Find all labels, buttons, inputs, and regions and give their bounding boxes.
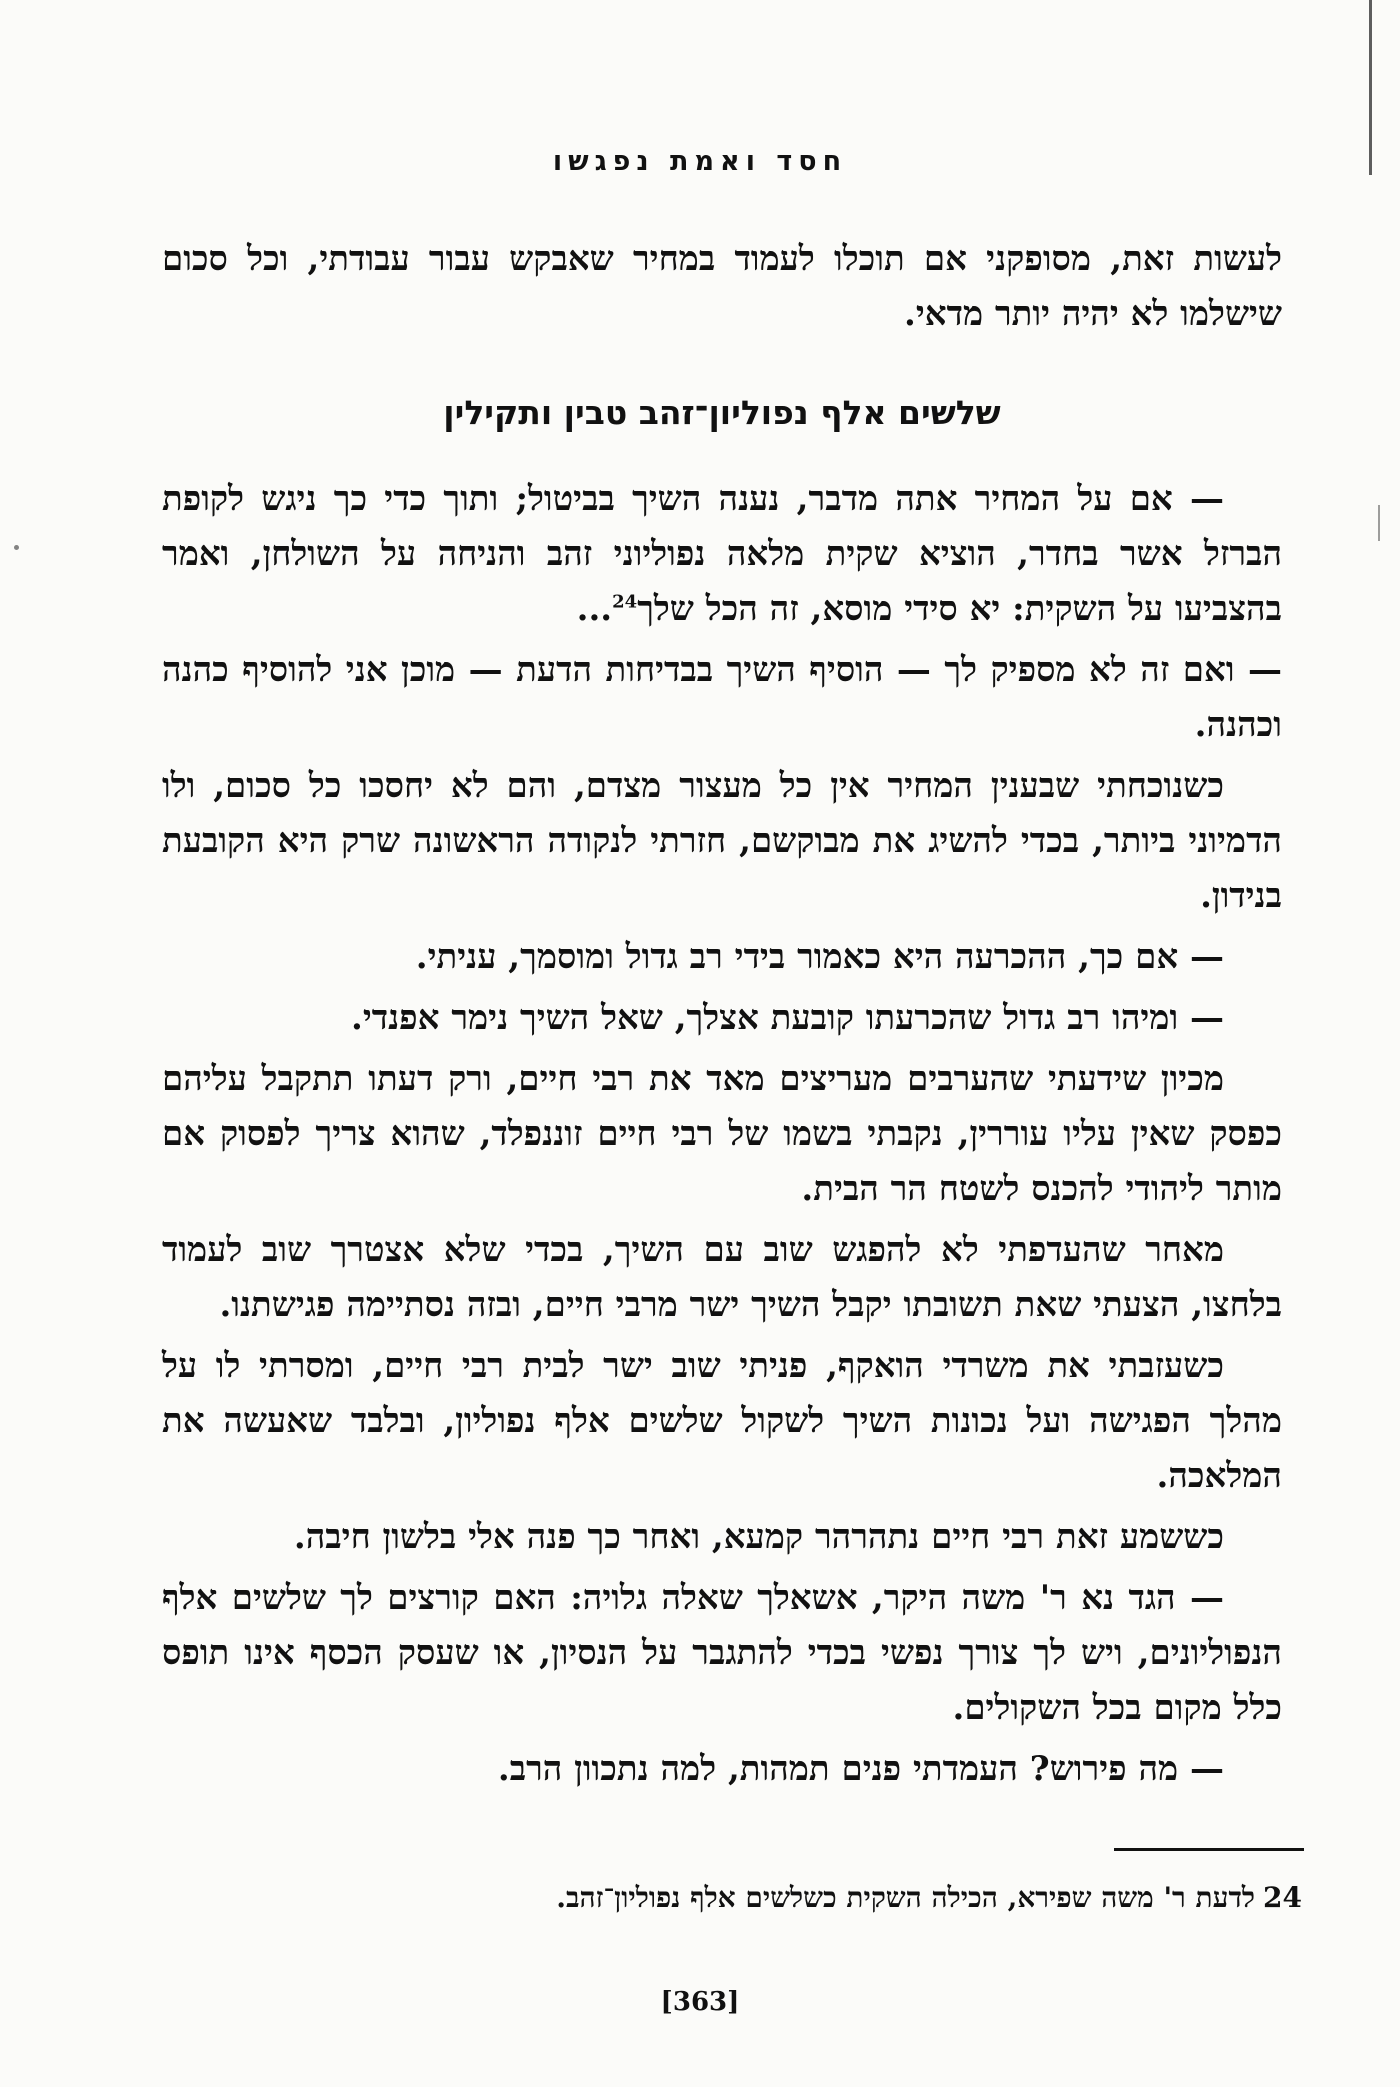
paragraph-text: — אם על המחיר אתה מדבר, נענה השיך בביטול; ותוך כדי כך ניגש לקופת הברזל אשר בחדר, הוציא שקית מלאה נפוליוני זהב והניחה על השולחן, ואמר בהצביעו על השקית: יא סידי מוסא, זה הכל שלך [162,479,1282,629]
opening-paragraph: לעשות זאת, מסופקני אם תוכלו לעמוד במחיר שאבקש עבור עבודתי, וכל סכום שישלמו לא יהיה יותר מדאי. [162,239,1282,334]
paragraph-8: כשעזבתי את משרדי הואקף, פניתי שוב ישר לבית רבי חיים, ומסרתי לו על מהלך הפגישה ועל נכונות השיך לשקול שלשים אלף נפוליון, ובלבד שאעשה את המלאכה. [162,1346,1282,1496]
scan-speck [14,545,19,550]
paragraph-3: כשנוכחתי שבענין המחיר אין כל מעצור מצדם, והם לא יחסכו כל סכום, ולו הדמיוני ביותר, בכדי להשיג את מבוקשם, חזרתי לנקודה הראשונה שרק היא הקובעת בנידון. [162,766,1282,916]
paragraph-1 [162,472,1282,637]
page-number: [363] [660,1987,740,2017]
paragraph-9: כששמע זאת רבי חיים נתהרהר קמעא, ואחר כך פנה אלי בלשון חיבה. [293,1517,1224,1557]
page-edge-mark [1378,505,1380,541]
paragraph-10: — הגד נא ר' משה היקר, אשאלך שאלה גלויה: האם קורצים לך שלשים אלף הנפוליונים, ויש לך צורך נפשי בכדי להתגבר על הנסיון, או שעסק הכסף אינו תופס כלל מקום בכל השקולים. [162,1578,1282,1728]
running-header: חסד ואמת נפגשו [552,146,848,177]
footnote-divider [1114,1848,1304,1851]
section-title: שלשים אלף נפוליון־זהב טבין ותקילין [443,393,1001,432]
paragraph-5: — ומיהו רב גדול שהכרעתו קובעת אצלך, שאל השיך נימר אפנדי. [351,998,1224,1038]
paragraph-text-end: ... [576,589,613,629]
page-body [162,232,1282,1803]
footnote-text: לדעת ר' משה שפירא, הכילה השקית כשלשים אלף נפוליון־זהב. [556,1881,1256,1914]
paragraph-11: — מה פירוש? העמדתי פנים תמהות, למה נתכוון הרב. [497,1749,1224,1789]
paragraph-2: — ואם זה לא מספיק לך — הוסיף השיך בבדיחות הדעת — מוכן אני להוסיף כהנה וכהנה. [162,650,1282,745]
paragraph-6: מכיון שידעתי שהערבים מעריצים מאד את רבי חיים, ורק דעתו תתקבל עליהם כפסק שאין עליו עוררין, נקבתי בשמו של רבי חיים זוננפלד, שהוא צריך לפסוק אם מותר ליהודי להכנס לשטח הר הבית. [162,1059,1282,1209]
paragraph-4: — אם כך, ההכרעה היא כאמור בידי רב גדול ומוסמך, עניתי. [415,937,1224,977]
footnote-number: 24 [1263,1881,1302,1914]
footnote [152,1878,1302,1918]
footnote-reference[interactable]: 24 [612,591,638,613]
paragraph-7: מאחר שהעדפתי לא להפגש שוב עם השיך, בכדי שלא אצטרך שוב לעמוד בלחצו, הצעתי שאת תשובתו יקבל השיך ישר מרבי חיים, ובזה נסתיימה פגישתנו. [162,1230,1282,1325]
